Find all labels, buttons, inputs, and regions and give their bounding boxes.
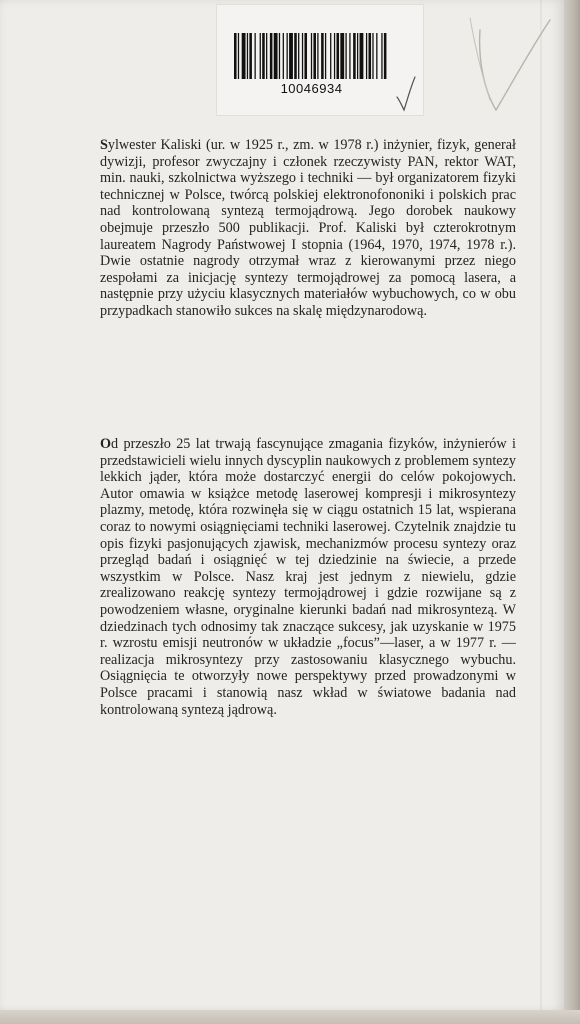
page-edge [564,0,580,1024]
barcode-bar [279,33,280,79]
barcode-bar [313,33,316,79]
barcode-bar [304,33,307,79]
description-lead-letter: O [100,436,112,452]
barcode-bar [349,33,350,79]
barcode-bar [289,33,293,79]
barcode-bar [270,33,273,79]
barcode-bar [311,33,312,79]
barcode-bar [321,33,324,79]
barcode-bar [336,33,339,79]
barcode-bar [255,33,256,79]
barcode-bar [283,33,284,79]
barcode-bar [345,33,346,79]
barcode-bar [372,33,373,79]
barcode-bar [330,33,331,79]
barcode-bar [353,33,356,79]
barcode-bar [247,33,248,79]
page-bottom-edge [0,1010,580,1024]
book-description-paragraph [100,436,516,718]
barcode-bar [287,33,288,79]
page-fold [540,0,542,1010]
barcode-number: 10046934 [280,81,343,96]
barcode-bar [298,33,299,79]
barcode-bar [317,33,318,79]
barcode-bar [360,33,364,79]
barcode-icon [234,33,389,79]
barcode-bar [325,33,326,79]
barcode-bar [302,33,303,79]
barcode-bar [249,33,252,79]
barcode-bar [334,33,335,79]
barcode-bar [366,33,367,79]
barcode-bar [376,33,377,79]
description-text: d przeszło 25 lat trwają fascynujące zmagania fizyków, inżynierów i przedstawicieli wielu innych dyscyplin naukowych z problemem syntezy lekkich jąder, która może dostarczyć energii do celów pokojowych. Autor omawia w książce metodę laserowej kompresji i mikrosyntezy plazmy, metodę, która rozwinęła się w ciągu ostatnich 15 lat, wspierana coraz to nowymi osiągnięciami techniki laserowej. Czytelnik znajdzie tu opis fizyki pasjonujących zjawisk, mechanizmów procesu syntezy oraz przegląd badań i osiągnięć w tej dziedzinie na świecie, a przede wszystkim w Polsce. Nasz kraj jest jednym z niewielu, gdzie zrealizowano reakcję syntezy termojądrowej i gdzie rozwijane są z powodzeniem własne, oryginalne kierunki badań nad mikrosyntezą. W dziedzinach tych odnosimy tak znaczące sukcesy, jak uzyskanie w 1975 r. wzrostu emisji neutronów w układzie „focus”—laser, a w 1977 r. — realizacja mikrosyntezy przy zastosowaniu klasycznego wybuchu. Osiągnięcia te otworzyły nowe perspektywy przed prowadzonymi w Polsce pracami i stanowią nasz wkład w światowe badania nad kontrolowaną syntezą jądrową. [100,436,516,718]
barcode-bar [242,33,246,79]
barcode-bar [262,33,265,79]
barcode-bar [274,33,278,79]
barcode-bar [238,33,239,79]
handwritten-mark-icon [450,10,560,120]
barcode-bar [384,33,387,79]
barcode-bar [357,33,358,79]
barcode-bar [260,33,261,79]
barcode-bar [369,33,372,79]
checkmark-icon [395,75,417,113]
barcode-bar [266,33,267,79]
bio-lead-letter: S [100,137,108,153]
barcode-bar [234,33,237,79]
barcode-bar [294,33,297,79]
author-bio-paragraph [100,137,516,320]
barcode-bar [340,33,344,79]
bio-text: ylwester Kaliski (ur. w 1925 r., zm. w 1978 r.) inżynier, fizyk, generał dywizji, profesor zwyczajny i członek rzeczywisty PAN, rektor WAT, min. nauki, szkolnictwa wyższego i techniki — był organizatorem fizyki technicznej w Polsce, twórcą polskiej elektronofononiki i polskich prac nad kontrolowaną syntezą termojądrową. Jego dorobek naukowy obejmuje przeszło 500 publikacji. Prof. Kaliski był czterokrotnym laureatem Nagrody Państwowej I stopnia (1964, 1970, 1974, 1978 r.). Dwie ostatnie nagrody otrzymał wraz z kierowanymi przez niego zespołami za inicjację syntezy termojądrowej za pomocą lasera, a następnie przy użyciu klasycznych materiałów wybuchowych, co w obu przypadkach stanowiło sukces na skalę międzynarodową. [100,137,516,319]
barcode-bar [381,33,382,79]
